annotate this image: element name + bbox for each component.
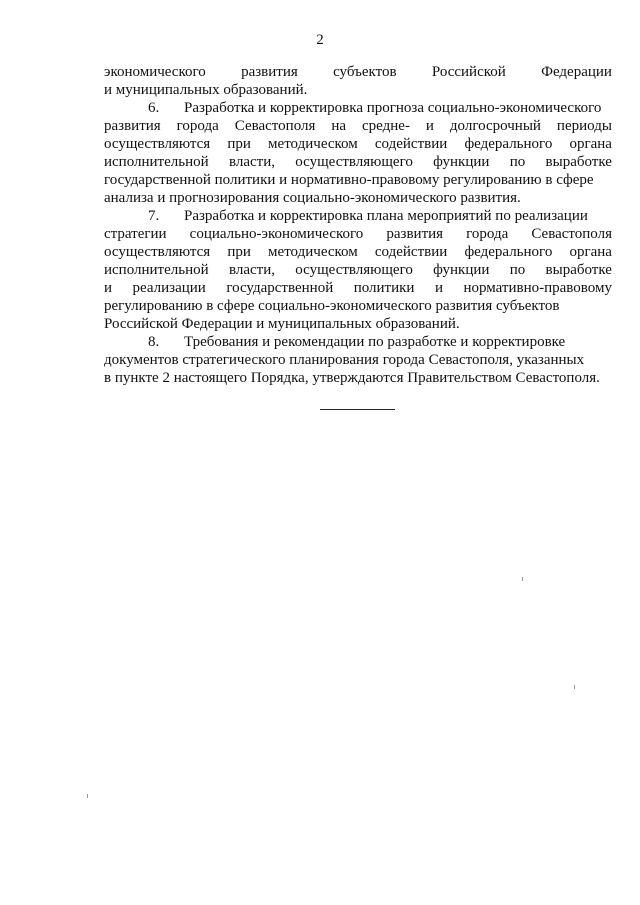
word: власти, [228, 154, 275, 170]
text-line [104, 279, 612, 297]
word: города [176, 118, 219, 134]
page-number: 2 [316, 32, 324, 48]
paragraph-6-first-line [104, 99, 612, 117]
text-line [104, 261, 612, 279]
word: органа [569, 136, 612, 152]
word: органа [569, 244, 612, 260]
word: Севастополя [531, 226, 612, 242]
word: развития [386, 226, 444, 242]
word: развития [104, 118, 161, 134]
text-segment: Разработка и корректировка плана мероприятий по реализации [184, 208, 588, 224]
text-line [104, 225, 612, 243]
word: методическом [268, 244, 358, 260]
word: периоды [556, 118, 612, 134]
text-line [104, 63, 612, 81]
word: осуществляющего [295, 154, 413, 170]
word: осуществляются [104, 136, 211, 152]
word: политики [353, 280, 415, 296]
word: осуществляющего [295, 262, 413, 278]
paragraph-number: 8. [148, 334, 160, 350]
word: власти, [228, 262, 275, 278]
paragraph-number: 6. [148, 100, 160, 116]
word: города [466, 226, 509, 242]
word: при [227, 136, 251, 152]
word: федерального [464, 136, 553, 152]
text-line: регулированию в сфере социально-экономического развития субъектов [104, 298, 560, 314]
word: исполнительной [104, 262, 209, 278]
word: методическом [268, 136, 358, 152]
text-line: анализа и прогнозирования социально-экономического развития. [104, 190, 521, 206]
paragraph-7-first-line [104, 207, 612, 225]
word: стратегии [104, 226, 167, 242]
word: Севастополя [234, 118, 316, 134]
text-segment: Разработка и корректировка прогноза социально-экономического [184, 100, 602, 116]
text-line [104, 243, 612, 261]
word: развития [241, 64, 298, 80]
text-line: документов стратегического планирования города Севастополя, указанных [104, 352, 585, 368]
word: при [227, 244, 251, 260]
word: государственной [226, 280, 334, 296]
word: содействии [374, 244, 448, 260]
paragraph-8-first-line [104, 333, 612, 351]
word: выработке [545, 262, 612, 278]
word: долгосрочный [449, 118, 541, 134]
word: содействии [374, 136, 448, 152]
word: функции [433, 262, 490, 278]
word: федерального [464, 244, 553, 260]
paragraph-number: 7. [148, 208, 160, 224]
text-line: в пункте 2 настоящего Порядка, утверждаются Правительством Севастополя. [104, 370, 600, 386]
word: реализации [132, 280, 206, 296]
word: на [331, 118, 347, 134]
scan-artifact [574, 685, 575, 689]
word: Федерации [541, 64, 612, 80]
word: субъектов [333, 64, 397, 80]
word: по [509, 262, 526, 278]
word: функции [433, 154, 490, 170]
text-line: государственной политики и нормативно-правовому регулированию в сфере [104, 172, 594, 188]
word: Российской [431, 64, 506, 80]
text-line [104, 135, 612, 153]
text-line: Российской Федерации и муниципальных образований. [104, 316, 460, 332]
text-line: и муниципальных образований. [104, 82, 308, 98]
scan-artifact [87, 794, 88, 798]
word: и [434, 280, 443, 296]
end-separator-line [320, 409, 395, 410]
word: по [509, 154, 526, 170]
word: социально-экономического [189, 226, 364, 242]
word: и [425, 118, 434, 134]
word: экономического [104, 64, 206, 80]
word: средне- [362, 118, 410, 134]
text-line [104, 153, 612, 171]
text-segment: Требования и рекомендации по разработке и корректировке [184, 334, 566, 350]
word: осуществляются [104, 244, 211, 260]
text-line [104, 117, 612, 135]
word: нормативно-правовому [463, 280, 612, 296]
scan-artifact [522, 577, 523, 581]
word: исполнительной [104, 154, 209, 170]
word: и [104, 280, 113, 296]
word: выработке [545, 154, 612, 170]
